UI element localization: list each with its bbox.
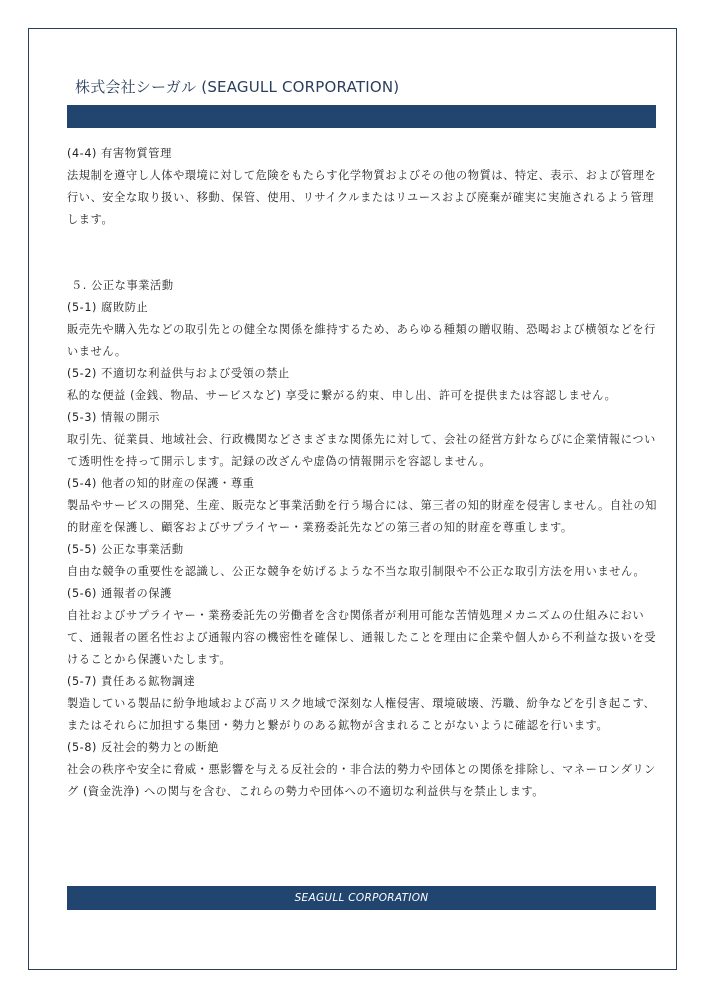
paragraph: 製造している製品に紛争地域および高リスク地域で深刻な人権侵害、環境破壊、汚職、紛争などを引き起こす、またはそれらに加担する集団・勢力と繋がりのある鉱物が含まれることがないように確認を行います。 (67, 697, 656, 732)
header-bar (67, 105, 656, 128)
subsection-heading: (4-4) 有害物質管理 (67, 147, 172, 160)
paragraph: 取引先、従業員、地域社会、行政機関などさまざまな関係先に対して、会社の経営方針ならびに企業情報について透明性を持って開示します。記録の改ざんや虚偽の情報開示を容認しません。 (67, 433, 656, 468)
section-title: ５. 公正な事業活動 (71, 279, 174, 292)
subsection-heading: (5-5) 公正な事業活動 (67, 543, 184, 556)
paragraph: 製品やサービスの開発、生産、販売など事業活動を行う場合には、第三者の知的財産を侵害しません。自社の知的財産を保護し、顧客およびサプライヤー・業務委託先などの第三者の知的財産を尊重します。 (67, 499, 658, 534)
footer-text: SEAGULL CORPORATION (294, 892, 429, 904)
footer-bar (67, 886, 656, 910)
paragraph: 社会の秩序や安全に脅威・悪影響を与える反社会的・非合法的勢力や団体との関係を排除し、マネーロンダリング (資金洗浄) への関与を含む、これらの勢力や団体への不適切な利益供与を禁止します。 (67, 763, 656, 798)
spacer (67, 231, 659, 275)
subsection-heading: (5-4) 他者の知的財産の保護・尊重 (67, 477, 255, 490)
subsection-heading: (5-1) 腐敗防止 (67, 301, 149, 314)
paragraph: 自社およびサプライヤー・業務委託先の労働者を含む関係者が利用可能な苦情処理メカニズムの仕組みにおいて、通報者の匿名性および通報内容の機密性を確保し、通報したことを理由に企業や個人から不利益な扱いを受けることから保護いたします。 (67, 609, 657, 666)
paragraph: 私的な便益 (金銭、物品、サービスなど) 享受に繋がる約束、申し出、許可を提供または容認しません。 (67, 389, 617, 402)
company-title: 株式会社シーガル (SEAGULL CORPORATION) (75, 78, 400, 96)
subsection-heading: (5-6) 通報者の保護 (67, 587, 172, 600)
subsection-heading: (5-2) 不適切な利益供与および受領の禁止 (67, 367, 290, 380)
subsection-heading: (5-8) 反社会的勢力との断絶 (67, 741, 220, 754)
paragraph: 自由な競争の重要性を認識し、公正な競争を妨げるような不当な取引制限や不公正な取引方法を用いません。 (67, 565, 646, 578)
paragraph: 法規制を遵守し人体や環境に対して危険をもたらす化学物質およびその他の物質は、特定、表示、および管理を行い、安全な取り扱い、移動、保管、使用、リサイクルまたはリユースおよび廃棄が確実に実施されるよう管理します。 (67, 169, 657, 226)
subsection-heading: (5-7) 責任ある鉱物調達 (67, 675, 196, 688)
document-body (67, 143, 659, 803)
paragraph: 販売先や購入先などの取引先との健全な関係を維持するため、あらゆる種類の贈収賄、恐喝および横領などを行いません。 (67, 323, 656, 358)
subsection-heading: (5-3) 情報の開示 (67, 411, 161, 424)
